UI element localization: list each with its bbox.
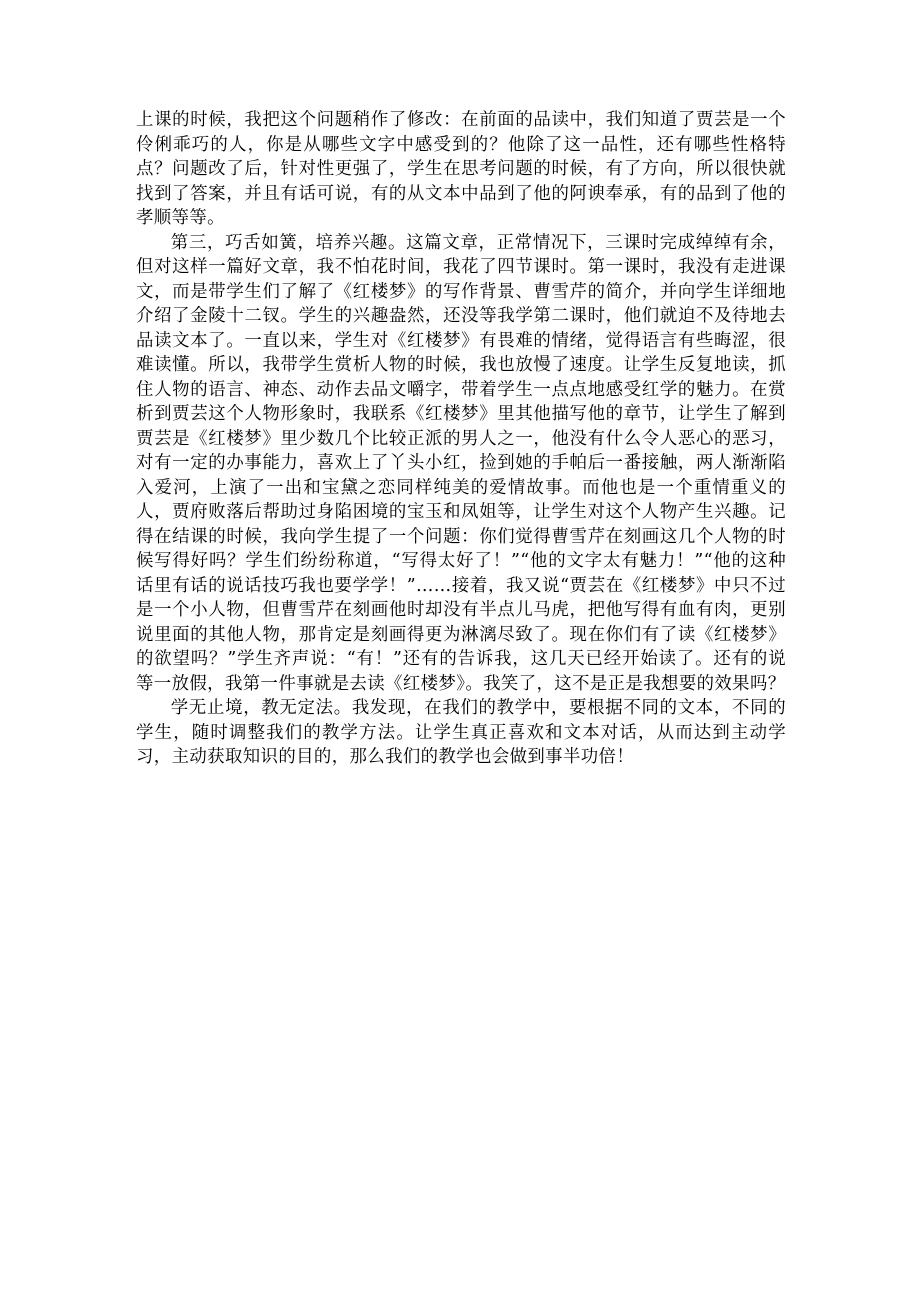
paragraph-question-revision: 上课的时候，我把这个问题稍作了修改：在前面的品读中，我们知道了贾芸是一个伶俐乖巧的人，你是从哪些文字中感受到的？他除了这一品性，还有哪些性格特点？问题改了后，针对性更强了，学生在思考问题的时候，有了方向，所以很快就找到了答案，并且有话可说，有的从文本中品到了他的阿谀奉承，有的品到了他的孝顺等等。 (136, 110, 786, 228)
paragraph-conclusion: 学无止境，教无定法。我发现，在我们的教学中，要根据不同的文本，不同的学生，随时调整我们的教学方法。让学生真正喜欢和文本对话，从而达到主动学习，主动获取知识的目的，那么我们的教学也会做到事半功倍！ (136, 698, 786, 767)
paragraph-interest-cultivation: 第三，巧舌如簧，培养兴趣。这篇文章，正常情况下，三课时完成绰绰有余，但对这样一篇好文章，我不怕花时间，我花了四节课时。第一课时，我没有走进课文，而是带学生们了解了《红楼梦》的写作背景、曹雪芹的简介，并向学生详细地介绍了金陵十二钗。学生的兴趣盎然，还没等我学第二课时，他们就迫不及待地去品读文本了。一直以来，学生对《红楼梦》有畏难的情绪，觉得语言有些晦涩，很难读懂。所以，我带学生赏析人物的时候，我也放慢了速度。让学生反复地读，抓住人物的语言、神态、动作去品文嚼字，带着学生一点点地感受红学的魅力。在赏析到贾芸这个人物形象时，我联系《红楼梦》里其他描写他的章节，让学生了解到贾芸是《红楼梦》里少数几个比较正派的男人之一，他没有什么令人恶心的恶习，对有一定的办事能力，喜欢上了丫头小红，捡到她的手帕后一番接触，两人渐渐陷入爱河，上演了一出和宝黛之恋同样纯美的爱情故事。而他也是一个重情重义的人，贾府败落后帮助过身陷困境的宝玉和凤姐等，让学生对这个人物产生兴趣。记得在结课的时候，我向学生提了一个问题：你们觉得曹雪芹在刻画这几个人物的时候写得好吗？学生们纷纷称道，“写得太好了！”“他的文字太有魅力！”“他的这种话里有话的说话技巧我也要学学！”……接着，我又说“贾芸在《红楼梦》中只不过是一个小人物，但曹雪芹在刻画他时却没有半点儿马虎，把他写得有血有肉，更别说里面的其他人物，那肯定是刻画得更为淋漓尽致了。现在你们有了读《红楼梦》的欲望吗？”学生齐声说：“有！”还有的告诉我，这几天已经开始读了。还有的说等一放假，我第一件事就是去读《红楼梦》。我笑了，这不是正是我想要的效果吗？ (136, 232, 786, 694)
document-page (136, 108, 786, 770)
